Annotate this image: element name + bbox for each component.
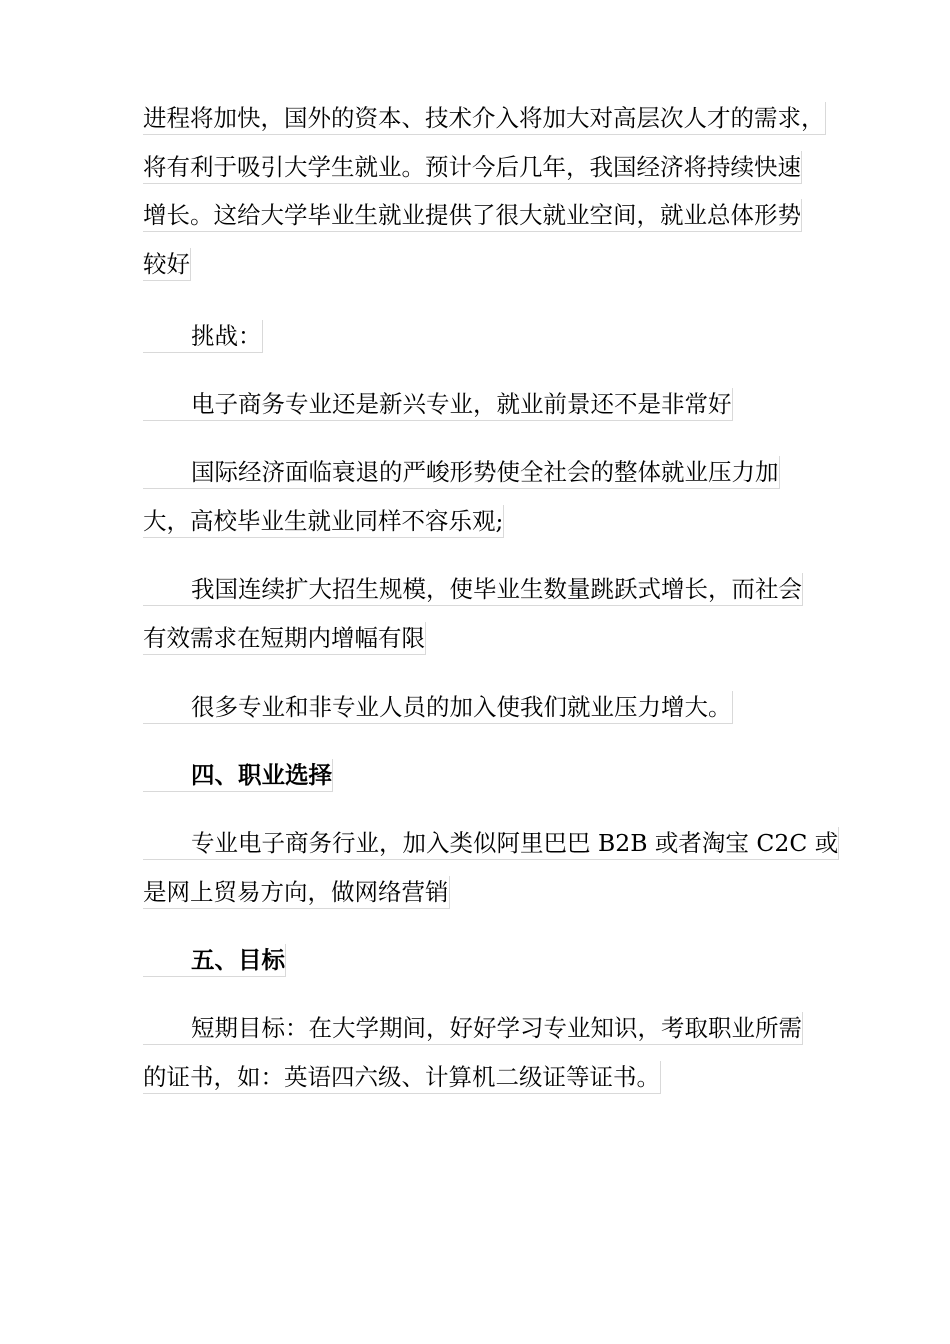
text-line: 是网上贸易方向，做网络营销 (143, 870, 839, 919)
paragraph-challenge-new-major (143, 382, 733, 431)
text-line: 我国连续扩大招生规模，使毕业生数量跳跃式增长，而社会 (143, 567, 803, 616)
heading-goals (143, 938, 286, 987)
paragraph-short-term-goal (143, 1006, 803, 1103)
text-line: 国际经济面临衰退的严峻形势使全社会的整体就业压力加 (143, 450, 780, 499)
paragraph-challenges-label (143, 314, 263, 363)
paragraph-career-choice (143, 821, 839, 918)
text-line: 挑战： (143, 314, 263, 363)
text-line: 电子商务专业还是新兴专业，就业前景还不是非常好 (143, 382, 733, 431)
text-line: 大，高校毕业生就业同样不容乐观; (143, 499, 780, 548)
heading-career-choice (143, 753, 333, 802)
text-line: 四、职业选择 (143, 753, 333, 802)
text-line: 增长。这给大学毕业生就业提供了很大就业空间，就业总体形势 (143, 193, 826, 242)
text-line: 的证书，如：英语四六级、计算机二级证等证书。 (143, 1055, 803, 1104)
text-line: 有效需求在短期内增幅有限 (143, 616, 803, 665)
paragraph-challenge-competition (143, 685, 733, 734)
text-line: 将有利于吸引大学生就业。预计今后几年，我国经济将持续快速 (143, 145, 826, 194)
text-line: 专业电子商务行业，加入类似阿里巴巴 B2B 或者淘宝 C2C 或 (143, 821, 839, 870)
paragraph-challenge-enrollment (143, 567, 803, 664)
paragraph-employment-outlook (143, 96, 826, 290)
text-line: 进程将加快，国外的资本、技术介入将加大对高层次人才的需求， (143, 96, 826, 145)
text-line: 五、目标 (143, 938, 286, 987)
paragraph-challenge-economy (143, 450, 780, 547)
text-line: 短期目标：在大学期间，好好学习专业知识，考取职业所需 (143, 1006, 803, 1055)
text-line: 较好 (143, 242, 826, 291)
text-line: 很多专业和非专业人员的加入使我们就业压力增大。 (143, 685, 733, 734)
